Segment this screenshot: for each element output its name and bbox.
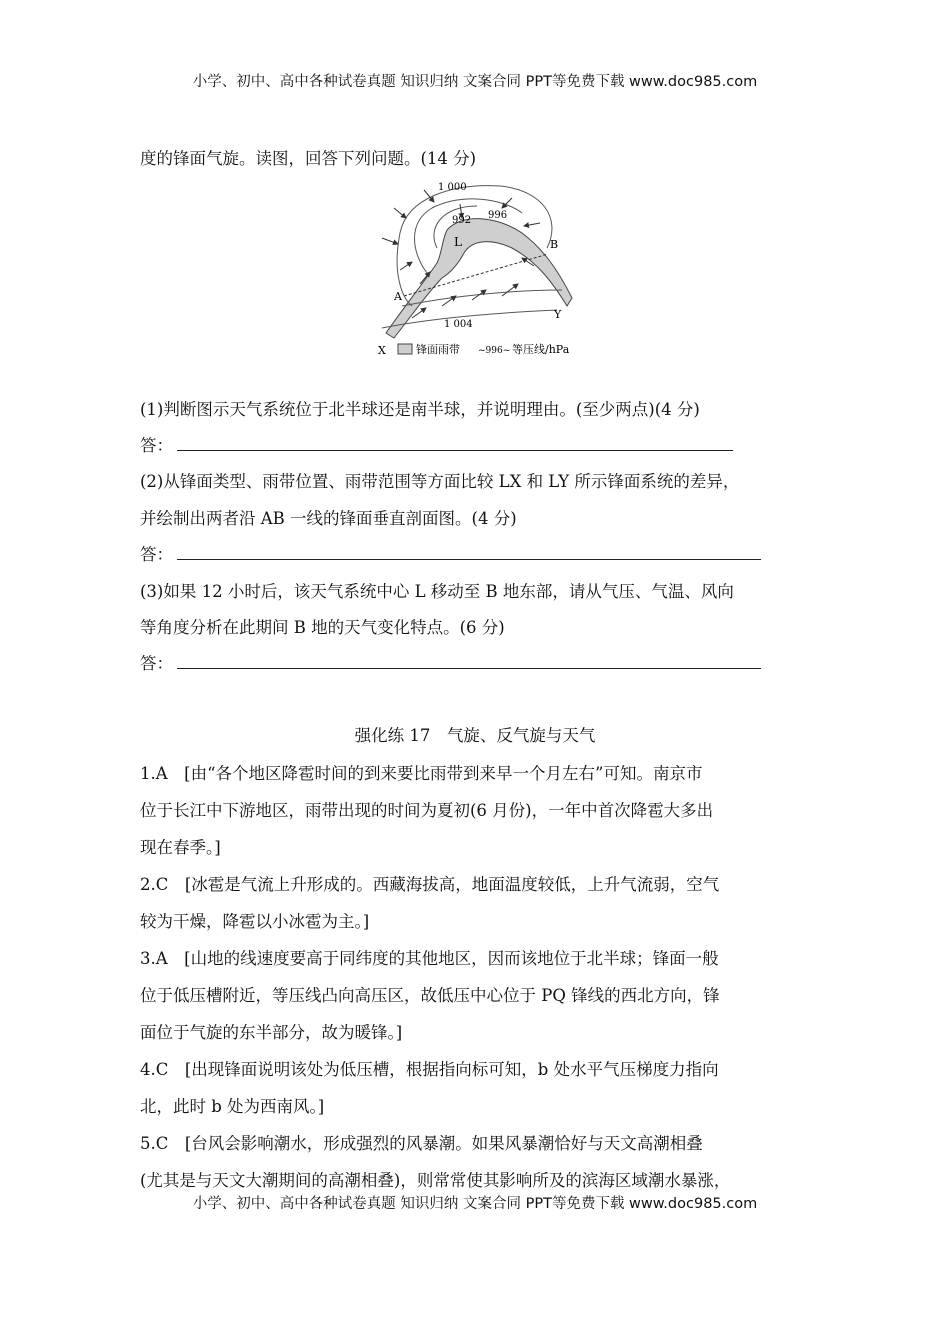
intro-text: 度的锋面气旋。读图，回答下列问题。(14 分)	[140, 149, 477, 168]
cyclone-figure	[372, 178, 602, 360]
answer-4-line-2: 北，此时 b 处为西南风。]	[140, 1097, 325, 1116]
answer-3-line-2: 位于低压槽附近，等压线凸向高压区，故低压中心位于 PQ 锋线的西北方向，锋	[140, 986, 720, 1005]
answer-3-line-3: 面位于气旋的东半部分，故为暖锋。]	[140, 1023, 403, 1042]
page-footer: 小学、初中、高中各种试卷真题 知识归纳 文案合同 PPT等免费下载 www.doc985.com	[192, 1196, 758, 1212]
answer-blank-2[interactable]	[177, 545, 761, 560]
answer-row-2	[140, 541, 761, 565]
question-2-line-1: (2)从锋面类型、雨带位置、雨带范围等方面比较 LX 和 LY 所示锋面系统的差异，	[140, 472, 740, 491]
page-header: 小学、初中、高中各种试卷真题 知识归纳 文案合同 PPT等免费下载 www.doc985.com	[192, 74, 758, 90]
answer-3-line-1: 3.A [山地的线速度要高于同纬度的其他地区，因而该地位于北半球；锋面一般	[140, 949, 719, 968]
answer-blank-3[interactable]	[177, 654, 761, 669]
answer-5-line-1: 5.C [台风会影响潮水，形成强烈的风暴潮。如果风暴潮恰好与天文高潮相叠	[140, 1134, 703, 1153]
answer-4-line-1: 4.C [出现锋面说明该处为低压槽，根据指向标可知，b 处水平气压梯度力指向	[140, 1060, 719, 1079]
center-label: L	[454, 235, 462, 249]
answer-label: 答：	[140, 545, 173, 564]
question-3-line-1: (3)如果 12 小时后，该天气系统中心 L 移动至 B 地东部，请从气压、气温、风向	[140, 582, 734, 601]
answer-row-3	[140, 650, 761, 674]
section-title: 强化练 17 气旋、反气旋与天气	[354, 726, 596, 745]
answer-label: 答：	[140, 436, 173, 455]
answer-row-1	[140, 432, 733, 456]
answer-1-line-2: 位于长江中下游地区，雨带出现的时间为夏初(6 月份)，一年中首次降雹大多出	[140, 801, 714, 820]
question-3-line-2: 等角度分析在此期间 B 地的天气变化特点。(6 分)	[140, 618, 505, 637]
answer-2-line-2: 较为干燥，降雹以小冰雹为主。]	[140, 912, 370, 931]
answer-2-line-1: 2.C [冰雹是气流上升形成的。西藏海拔高，地面温度较低，上升气流弱，空气	[140, 875, 720, 894]
legend-rain-label: 锋面雨带	[416, 343, 460, 356]
rain-band	[386, 219, 572, 338]
legend-isobar-sample: ~996~	[478, 346, 511, 356]
ab-line	[404, 254, 548, 296]
answer-1-line-1: 1.A [由“各个地区降雹时间的到来要比雨带到来早一个月左右”可知。南京市	[140, 764, 703, 783]
isobar-label-1004: 1 004	[444, 319, 473, 330]
answer-1-line-3: 现在春季。]	[140, 838, 221, 857]
answer-label: 答：	[140, 654, 173, 673]
answer-blank-1[interactable]	[177, 436, 733, 451]
answer-5-line-2: (尤其是与天文大潮期间的高潮相叠)，则常常使其影响所及的滨海区域潮水暴涨，	[140, 1171, 731, 1190]
point-y: Y	[554, 308, 562, 321]
question-2-line-2: 并绘制出两者沿 AB 一线的锋面垂直剖面图。(4 分)	[140, 509, 517, 528]
isobar-label-996: 996	[488, 210, 508, 221]
point-b: B	[550, 238, 559, 251]
legend-isobar-label: 等压线/hPa	[512, 343, 570, 356]
question-1: (1)判断图示天气系统位于北半球还是南半球，并说明理由。(至少两点)(4 分)	[140, 400, 700, 419]
point-a: A	[394, 290, 402, 303]
legend-rain-swatch	[398, 344, 412, 354]
isobar-label-992: 992	[452, 215, 472, 226]
isobar-label-1000: 1 000	[438, 182, 467, 193]
point-x: X	[378, 344, 386, 357]
